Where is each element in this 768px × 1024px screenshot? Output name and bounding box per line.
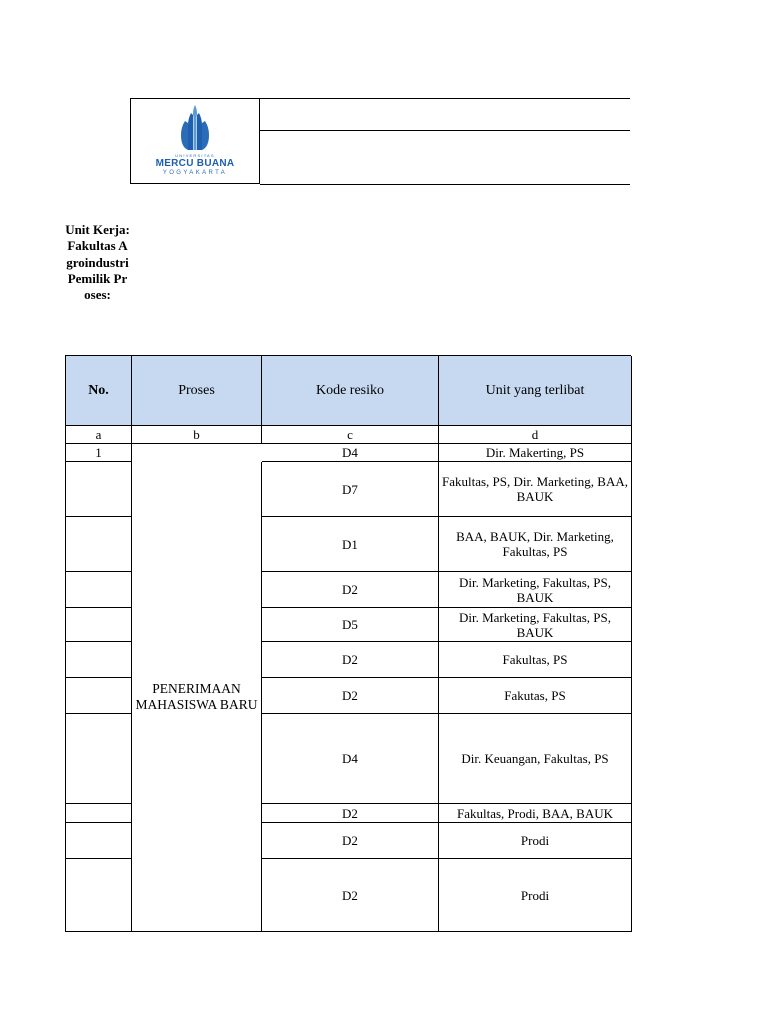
- row-kode: D2: [262, 804, 439, 823]
- header-kode: Kode resiko: [262, 356, 439, 426]
- unit-kerja-label: Unit Kerja: Fakultas Agroindustri Pemilik Proses:: [65, 222, 130, 303]
- row-no: [66, 642, 132, 678]
- row-unit: BAA, BAUK, Dir. Marketing, Fakultas, PS: [439, 517, 632, 572]
- row-no: [66, 859, 132, 932]
- row-no: [66, 804, 132, 823]
- row-kode: D2: [262, 678, 439, 714]
- header-unit: Unit yang terlibat: [439, 356, 632, 426]
- row-unit: Fakultas, Prodi, BAA, BAUK: [439, 804, 632, 823]
- header-top-line: [260, 98, 630, 99]
- row-kode: D2: [262, 823, 439, 859]
- row-kode: D1: [262, 517, 439, 572]
- logo-city-text: YOGYAKARTA: [162, 170, 228, 176]
- row-unit: Dir. Keuangan, Fakultas, PS: [439, 714, 632, 804]
- row-kode: D4: [262, 714, 439, 804]
- row-unit: Dir. Marketing, Fakultas, PS, BAUK: [439, 608, 632, 642]
- risk-table: [65, 355, 631, 932]
- letter-d: d: [439, 426, 632, 444]
- logo-cell: [130, 98, 260, 184]
- row-kode: D7: [262, 462, 439, 517]
- row-no: [66, 517, 132, 572]
- row-no: [66, 572, 132, 608]
- row-no: [66, 462, 132, 517]
- row-kode: D2: [262, 572, 439, 608]
- row-unit: Prodi: [439, 859, 632, 932]
- header-no: No.: [66, 356, 132, 426]
- document-header: [130, 98, 630, 186]
- university-logo-icon: [179, 105, 211, 151]
- row-unit: Fakultas, PS: [439, 642, 632, 678]
- header-bottom-line: [260, 184, 630, 185]
- row-no: [66, 608, 132, 642]
- row-kode: D4: [262, 444, 439, 462]
- row-no: [66, 714, 132, 804]
- row-unit: Dir. Makerting, PS: [439, 444, 632, 462]
- row-no: [66, 823, 132, 859]
- proses-merged-cell: PENERIMAAN MAHASISWA BARU: [132, 462, 262, 932]
- header-proses: Proses: [132, 356, 262, 426]
- row-unit: Dir. Marketing, Fakultas, PS, BAUK: [439, 572, 632, 608]
- row-unit: Prodi: [439, 823, 632, 859]
- letter-a: a: [66, 426, 132, 444]
- logo-name-text: MERCU BUANA: [155, 158, 235, 169]
- logo-university-text: UNIVERSITAS: [175, 153, 215, 158]
- row-unit: Fakultas, PS, Dir. Marketing, BAA, BAUK: [439, 462, 632, 517]
- row-unit: Fakutas, PS: [439, 678, 632, 714]
- letter-b: b: [132, 426, 262, 444]
- header-mid-line: [260, 130, 630, 131]
- row-kode: D5: [262, 608, 439, 642]
- row-kode: D2: [262, 642, 439, 678]
- row-kode: D2: [262, 859, 439, 932]
- row-no: 1: [66, 444, 132, 462]
- row-no: [66, 678, 132, 714]
- letter-c: c: [262, 426, 439, 444]
